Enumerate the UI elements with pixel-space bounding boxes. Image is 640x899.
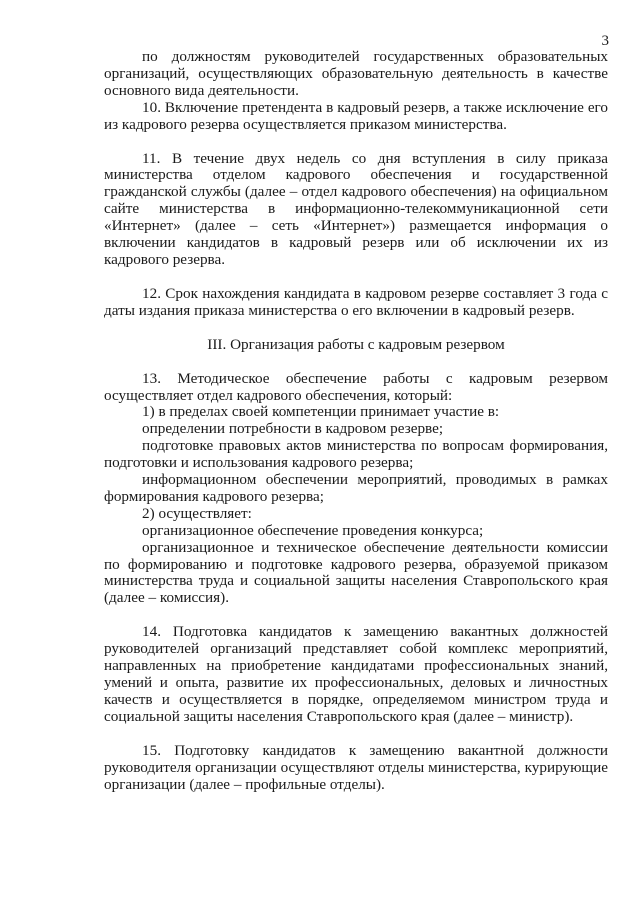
paragraph-11: 11. В течение двух недель со дня вступления в силу приказа министерства отделом кадрового обеспечения и государственной гражданской службы (далее – отдел кадрового обеспечения) на официальном сайте министерства в информационно-телекоммуникационной сети «Интернет» (далее – сеть «Интернет») размещается информация о включении кандидатов в кадровый резерв или об исключении их из кадрового резерва.: [104, 149, 608, 268]
paragraph-13-item-1-b: подготовке правовых актов министерства по вопросам формирования, подготовки и использования кадрового резерва;: [104, 437, 608, 472]
paragraph-15: 15. Подготовку кандидатов к замещению вакантной должности руководителя организации осуществляют отделы министерства, курирующие организации (далее – профильные отделы).: [104, 741, 608, 793]
document-body: [104, 49, 608, 793]
paragraph-13-item-1: 1) в пределах своей компетенции принимает участие в:: [142, 403, 500, 421]
paragraph-13-item-2-b: организационное и техническое обеспечение деятельности комиссии по формированию и подготовке кадрового резерва, образуемой приказом министерства труда и социальной защиты населения Ставропольского края (далее – комиссия).: [104, 538, 608, 607]
paragraph-13-item-2-a: организационное обеспечение проведения конкурса;: [142, 521, 484, 539]
paragraph-13-item-1-c: информационном обеспечении мероприятий, проводимых в рамках формирования кадрового резерва;: [104, 471, 608, 505]
paragraph-13-item-2: 2) осуществляет:: [142, 504, 252, 522]
paragraph-10: 10. Включение претендента в кадровый резерв, а также исключение его из кадрового резерва осуществляется приказом министерства.: [104, 98, 608, 133]
paragraph-12: 12. Срок нахождения кандидата в кадровом резерве составляет 3 года с даты издания приказа министерства о его включении в кадровый резерв.: [104, 284, 608, 319]
page-number: 3: [601, 33, 609, 49]
paragraph-13: 13. Методическое обеспечение работы с кадровым резервом осуществляет отдел кадрового обеспечения, который:: [104, 369, 608, 404]
paragraph-9-continuation: по должностям руководителей государственных образовательных организаций, осуществляющих образовательную деятельность в качестве основного вида деятельности.: [104, 48, 608, 99]
section-heading: III. Организация работы с кадровым резервом: [207, 335, 505, 353]
paragraph-14: 14. Подготовка кандидатов к замещению вакантных должностей руководителей организаций представляет собой комплекс мероприятий, направленных на приобретение кандидатами профессиональных знаний, умений и опыта, развитие их профессиональных, деловых и личностных качеств и осуществляется в порядке, определяемом министром труда и социальной защиты населения Ставропольского края (далее – министр).: [104, 623, 608, 725]
paragraph-13-item-1-a: определении потребности в кадровом резерве;: [142, 420, 444, 438]
